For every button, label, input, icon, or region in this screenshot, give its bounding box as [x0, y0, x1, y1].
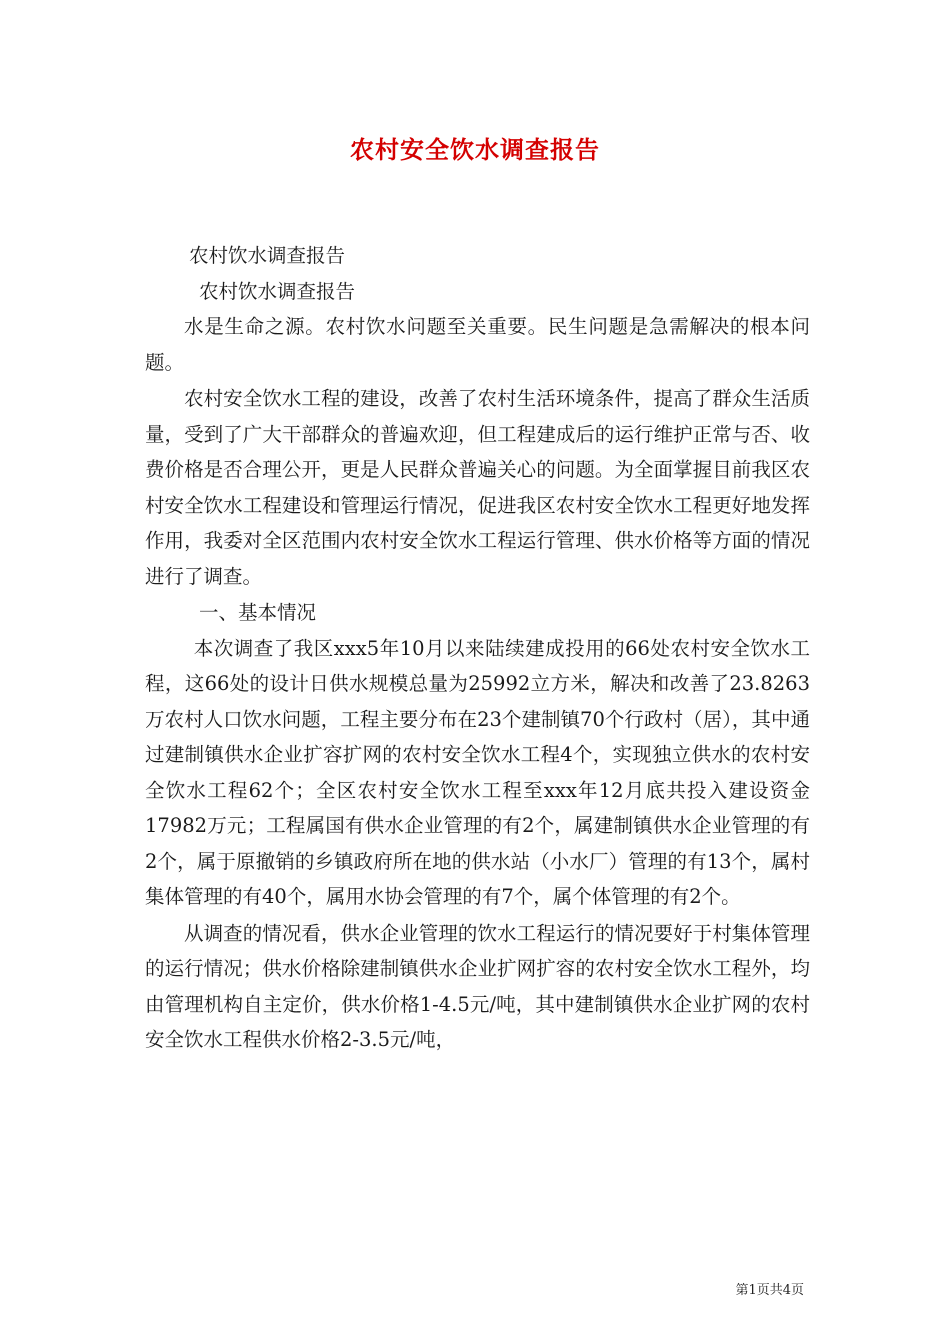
section-heading-basic-situation: 一、基本情况	[199, 601, 317, 624]
paragraph-background: 农村安全饮水工程的建设，改善了农村生活环境条件，提高了群众生活质量，受到了广大干部群众的普遍欢迎，但工程建成后的运行维护正常与否、收费价格是否合理公开，更是人民群众普遍关心的问题。为全面掌握目前我区农村安全饮水工程建设和管理运行情况，促进我区农村安全饮水工程更好地发挥作用，我委对全区范围内农村安全饮水工程运行管理、供水价格等方面的情况进行了调查。	[145, 387, 810, 588]
document-body	[145, 238, 810, 1059]
page-number: 第1页共4页	[735, 1283, 804, 1298]
subtitle-line-1: 农村饮水调查报告	[189, 244, 346, 267]
document-title: 农村安全饮水调查报告	[350, 135, 600, 164]
subtitle-line-2: 农村饮水调查报告	[199, 279, 356, 303]
paragraph-survey-details: 本次调查了我区xxx5年10月以来陆续建成投用的66处农村安全饮水工程，这66处的设计日供水规模总量为25992立方米，解决和改善了23.8263万农村人口饮水问题，工程主要分布在23个建制镇70个行政村（居），其中通过建制镇供水企业扩容扩网的农村安全饮水工程4个，实现独立供水的农村安全饮水工程62个；全区农村安全饮水工程至xxx年12月底共投入建设资金17982万元；工程属国有供水企业管理的有2个，属建制镇供水企业管理的有2个，属于原撤销的乡镇政府所在地的供水站（小水厂）管理的有13个，属村集体管理的有40个，属用水协会管理的有7个，属个体管理的有2个。	[145, 636, 810, 908]
paragraph-survey-findings: 从调查的情况看，供水企业管理的饮水工程运行的情况要好于村集体管理的运行情况；供水价格除建制镇供水企业扩网扩容的农村安全饮水工程外，均由管理机构自主定价，供水价格1-4.5元/吨，其中建制镇供水企业扩网的农村安全饮水工程供水价格2-3.5元/吨，	[145, 921, 810, 1051]
paragraph-intro: 水是生命之源。农村饮水问题至关重要。民生问题是急需解决的根本问题。	[145, 315, 810, 374]
